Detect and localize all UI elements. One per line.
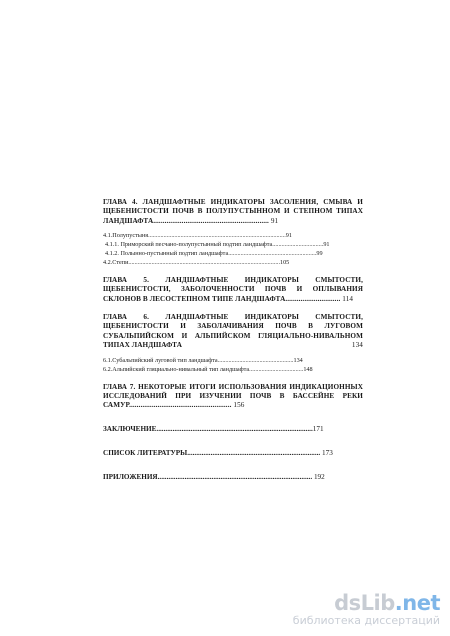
chapter-4-page: 91 bbox=[270, 216, 279, 225]
table-of-contents bbox=[103, 198, 363, 482]
toc-item: 6.2.Альпийский гляциально-нивальный тип ландшафта...................................148 bbox=[103, 365, 313, 373]
toc-item: 4.1.1. Приморский песчано-полупустынный подтип ландшафта.................................91 bbox=[105, 241, 330, 249]
chapter-6-subsections bbox=[103, 357, 363, 375]
chapter-4-entry bbox=[103, 198, 363, 226]
chapter-6-entry bbox=[103, 313, 363, 351]
literature-page: 173 bbox=[322, 448, 333, 457]
appendix-page: 192 bbox=[313, 472, 325, 481]
chapter-5-title: ГЛАВА 5. ЛАНДШАФТНЫЕ ИНДИКАТОРЫ СМЫТОСТИ, ЩЕБЕНИСТОСТИ, ЗАБОЛОЧЕННОСТИ ПОЧВ И ОПЛЫВАНИЯ СКЛОНОВ В ЛЕСОСТЕПНОМ ТИПЕ ЛАНДШАФТА............................. bbox=[103, 275, 363, 303]
chapter-6-title: ГЛАВА 6. ЛАНДШАФТНЫЕ ИНДИКАТОРЫ СМЫТОСТИ, ЩЕБЕНИСТОСТИ И ЗАБОЛАЧИВАНИЯ ПОЧВ В ЛУГОВОМ СУБАЛЬПИЙСКОМ И АЛЬПИЙСКОМ ГЛЯЦИАЛЬНО-НИВАЛЬНОМ ТИПАХ ЛАНДШАФТА bbox=[103, 313, 363, 350]
literature-entry bbox=[103, 448, 363, 458]
toc-item: 4.1.Полупустыня.........................................................................................91 bbox=[103, 232, 292, 240]
chapter-7-entry bbox=[103, 383, 363, 411]
chapter-5-entry bbox=[103, 276, 363, 304]
toc-item: 4.2.Степи..................................................................................................105 bbox=[103, 258, 290, 266]
dslib-subtitle: библиотека диссертаций bbox=[292, 614, 440, 627]
chapter-7-title: ГЛАВА 7. НЕКОТОРЫЕ ИТОГИ ИСПОЛЬЗОВАНИЯ ИНДИКАЦИОННЫХ ИССЛЕДОВАНИЙ ПРИ ИЗУЧЕНИИ ПОЧВ В БАССЕЙНЕ РЕКИ САМУР...................................................... bbox=[103, 382, 363, 410]
chapter-6-page: 134 bbox=[351, 341, 363, 350]
conclusion-page: 171 bbox=[312, 424, 324, 433]
chapter-7-page: 156 bbox=[233, 401, 245, 410]
dslib-logo: dsLib.net bbox=[334, 591, 440, 615]
conclusion-entry bbox=[103, 424, 363, 434]
toc-item: 4.1.2. Полынно-пустынный подтип ландшафта.........................................................99 bbox=[105, 250, 323, 258]
conclusion-title: ЗАКЛЮЧЕНИЕ....................................................................................... bbox=[103, 424, 313, 433]
appendix-entry bbox=[103, 472, 363, 482]
toc-item: 6.1.Субальпийский луговой тип ландшафта.................................................134 bbox=[103, 356, 303, 364]
chapter-4-title: ГЛАВА 4. ЛАНДШАФТНЫЕ ИНДИКАТОРЫ ЗАСОЛЕНИЯ, СМЫВА И ЩЕБЕНИСТОСТИ ПОЧВ В ПОЛУПУСТЫННОМ И СТЕПНОМ ТИПАХ ЛАНДШАФТА............................................................. bbox=[103, 198, 363, 225]
literature-title: СПИСОК ЛИТЕРАТУРЫ.......................................................................... bbox=[103, 448, 321, 457]
appendix-title: ПРИЛОЖЕНИЯ...................................................................................... bbox=[103, 472, 313, 481]
dslib-watermark bbox=[293, 592, 440, 627]
chapter-5-page: 114 bbox=[342, 294, 354, 303]
chapter-4-subsections bbox=[103, 232, 363, 268]
